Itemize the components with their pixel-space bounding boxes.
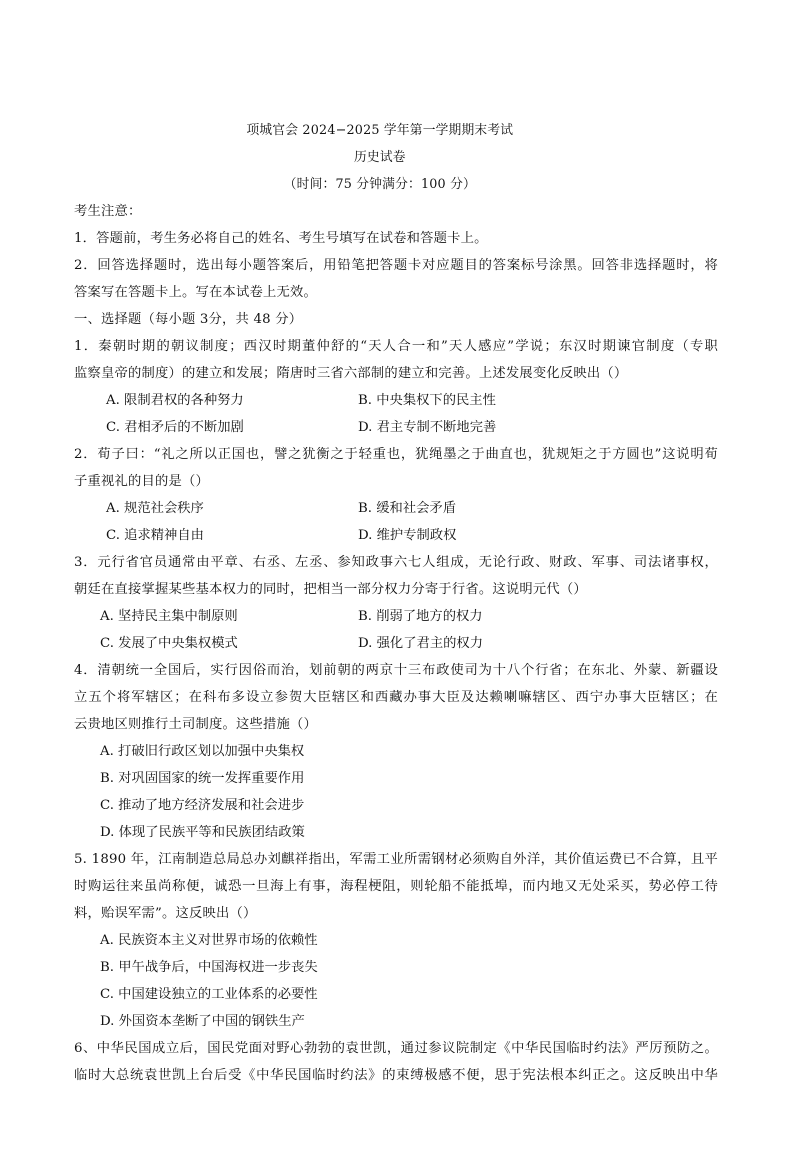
question-3-option-c: C. 发展了中央集权模式 <box>100 636 238 651</box>
question-5-option-a: A. 民族资本主义对世界市场的依赖性 <box>100 933 318 948</box>
question-4-line-2: 立五个将军辖区；在科布多设立参贺大臣辖区和西藏办事大臣及达赖喇嘛辖区、西宁办事大臣辖区；在 <box>74 690 718 705</box>
question-5-line-1: 5. 1890 年，江南制造总局总办刘麒祥指出，军需工业所需钢材必须购自外洋，其价值运费已不合算，且平 <box>74 852 718 867</box>
question-1-option-d: D. 君主专制不断地完善 <box>358 420 497 435</box>
question-1-line-2: 监察皇帝的制度）的建立和发展；隋唐时三省六部制的建立和完善。上述发展变化反映出（） <box>74 366 628 381</box>
question-3-line-2: 朝廷在直接掌握某些基本权力的同时，把相当一部分权力分寄于行省。这说明元代（） <box>74 582 587 597</box>
question-2-option-d: D. 维护专制政权 <box>358 528 457 543</box>
question-3-line-1: 3．元行省官员通常由平章、右丞、左丞、参知政事六七人组成，无论行政、财政、军事、司法诸事权， <box>74 555 718 570</box>
question-1-option-b: B. 中央集权下的民主性 <box>358 393 496 408</box>
question-4-option-c: C. 推动了地方经济发展和社会进步 <box>100 798 305 813</box>
question-1-option-a: A. 限制君权的各种努力 <box>106 393 244 408</box>
question-4-option-d: D. 体现了民族平等和民族团结政策 <box>100 825 305 840</box>
question-5-line-2: 时购运往来虽尚称便，诚恐一旦海上有事，海程梗阻，则轮船不能抵埠，而内地又无处采买，势必停工待 <box>74 879 718 894</box>
question-3-option-a: A. 坚持民主集中制原则 <box>100 609 238 624</box>
question-4-option-b: B. 对巩固国家的统一发挥重要作用 <box>100 771 305 786</box>
question-2-line-2: 子重视礼的目的是（） <box>74 474 209 489</box>
question-5-option-d: D. 外国资本垄断了中国的钢铁生产 <box>100 1014 305 1029</box>
question-1-line-1: 1．秦朝时期的朝议制度；西汉时期董仲舒的“天人合一和”天人感应”学说；东汉时期谏官制度（专职 <box>74 339 718 354</box>
question-3-option-d: D. 强化了君主的权力 <box>358 636 484 651</box>
question-5-option-c: C. 中国建设独立的工业体系的必要性 <box>100 987 318 1002</box>
notice-item-2-line-1: 2．回答选择题时，选出每小题答案后，用铅笔把答题卡对应题目的答案标号涂黑。回答非选择题时，将 <box>74 258 718 273</box>
question-4-option-a: A. 打破旧行政区划以加强中央集权 <box>100 744 305 759</box>
question-4-line-3: 云贵地区则推行土司制度。这些措施（） <box>74 717 317 732</box>
exam-title: 项城官会 2024−2025 学年第一学期期末考试 <box>246 123 514 138</box>
question-6-line-2: 临时大总统袁世凯上台后受《中华民国临时约法》的束缚极感不便，思于宪法根本纠正之。这反映出中华 <box>74 1068 718 1083</box>
question-2-option-c: C. 追求精神自由 <box>106 528 204 543</box>
question-1-option-c: C. 君相矛后的不断加剧 <box>106 420 244 435</box>
question-2-option-a: A. 规范社会秩序 <box>106 501 204 516</box>
question-4-line-1: 4．清朝统一全国后，实行因俗而治，划前朝的两京十三布政使司为十八个行省；在东北、外蒙、新疆设 <box>74 663 718 678</box>
notice-item-1: 1．答题前，考生务必将自己的姓名、考生号填写在试卷和答题卡上。 <box>74 231 488 246</box>
question-6-line-1: 6、中华民国成立后，国民党面对野心勃勃的袁世凯，通过参议院制定《中华民国临时约法》严厉预防之。 <box>74 1041 718 1056</box>
question-3-option-b: B. 削弱了地方的权力 <box>358 609 483 624</box>
time-info: （时间：75 分钟满分：100 分） <box>283 177 476 192</box>
subject-title: 历史试卷 <box>353 150 406 165</box>
question-5-option-b: B. 甲午战争后，中国海权进一步丧失 <box>100 960 318 975</box>
question-5-line-3: 料，贻误军需”。这反映出（） <box>74 906 257 921</box>
question-2-option-b: B. 缓和社会矛盾 <box>358 501 457 516</box>
notice-item-2-line-2: 答案写在答题卡上。写在本试卷上无效。 <box>74 285 317 300</box>
question-2-line-1: 2．荀子曰：“礼之所以正国也，譬之犹衡之于轻重也，犹绳墨之于曲直也，犹规矩之于方圆也”这说明荀 <box>74 447 718 462</box>
notice-heading: 考生注意： <box>74 204 142 219</box>
section-heading: 一、选择题（每小题 3分，共 48 分） <box>74 312 303 327</box>
